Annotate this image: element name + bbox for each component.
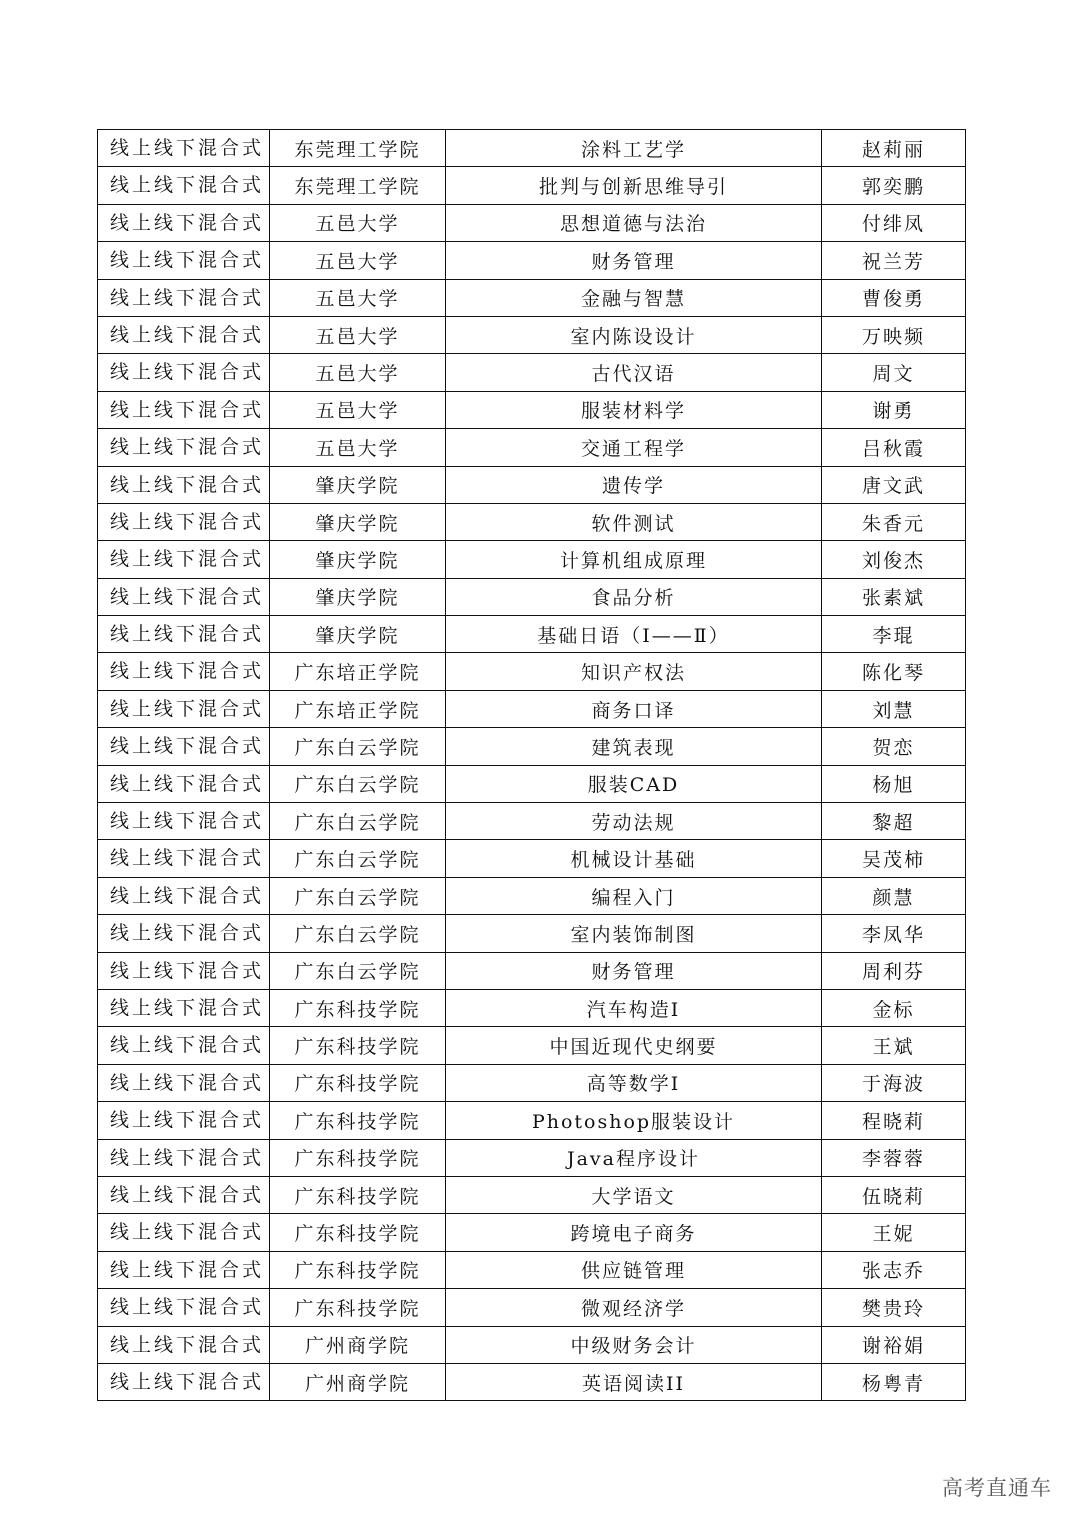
teaching-mode-cell: 线上线下混合式 (98, 279, 270, 316)
school-cell: 广东科技学院 (270, 989, 446, 1026)
teacher-cell: 唐文武 (822, 466, 966, 503)
school-cell: 肇庆学院 (270, 578, 446, 615)
teaching-mode-cell: 线上线下混合式 (98, 765, 270, 802)
teacher-cell: 吴茂柿 (822, 840, 966, 877)
teaching-mode-cell: 线上线下混合式 (98, 354, 270, 391)
teacher-cell: 张素斌 (822, 578, 966, 615)
table-row (98, 1102, 966, 1139)
course-table (97, 129, 966, 1401)
school-cell: 广东科技学院 (270, 1176, 446, 1213)
teaching-mode-cell: 线上线下混合式 (98, 429, 270, 466)
school-cell: 广东白云学院 (270, 803, 446, 840)
course-name-cell: 基础日语（Ⅰ——Ⅱ） (446, 616, 822, 653)
course-name-cell: 编程入门 (446, 877, 822, 914)
table-row (98, 1326, 966, 1363)
course-name-cell: 大学语文 (446, 1176, 822, 1213)
teacher-cell: 李琨 (822, 616, 966, 653)
school-cell: 广东科技学院 (270, 1289, 446, 1326)
school-cell: 五邑大学 (270, 354, 446, 391)
table-row (98, 316, 966, 353)
teacher-cell: 颜慧 (822, 877, 966, 914)
course-name-cell: Photoshop服装设计 (446, 1102, 822, 1139)
teaching-mode-cell: 线上线下混合式 (98, 503, 270, 540)
school-cell: 五邑大学 (270, 391, 446, 428)
table-row (98, 1064, 966, 1101)
school-cell: 广东科技学院 (270, 1027, 446, 1064)
course-name-cell: 汽车构造Ⅰ (446, 989, 822, 1026)
table-row (98, 803, 966, 840)
course-name-cell: 建筑表现 (446, 728, 822, 765)
teaching-mode-cell: 线上线下混合式 (98, 242, 270, 279)
teacher-cell: 谢勇 (822, 391, 966, 428)
course-name-cell: 室内装饰制图 (446, 915, 822, 952)
teaching-mode-cell: 线上线下混合式 (98, 952, 270, 989)
course-name-cell: 财务管理 (446, 242, 822, 279)
teacher-cell: 陈化琴 (822, 653, 966, 690)
school-cell: 广州商学院 (270, 1363, 446, 1400)
school-cell: 广东白云学院 (270, 915, 446, 952)
teacher-cell: 谢裕娟 (822, 1326, 966, 1363)
school-cell: 广东白云学院 (270, 877, 446, 914)
teaching-mode-cell: 线上线下混合式 (98, 578, 270, 615)
table-row (98, 653, 966, 690)
course-name-cell: 跨境电子商务 (446, 1214, 822, 1251)
course-name-cell: 软件测试 (446, 503, 822, 540)
table-row (98, 541, 966, 578)
teaching-mode-cell: 线上线下混合式 (98, 541, 270, 578)
school-cell: 五邑大学 (270, 429, 446, 466)
course-name-cell: 服装CAD (446, 765, 822, 802)
teacher-cell: 李凤华 (822, 915, 966, 952)
teaching-mode-cell: 线上线下混合式 (98, 1363, 270, 1400)
table-row (98, 765, 966, 802)
table-row (98, 354, 966, 391)
course-name-cell: 室内陈设设计 (446, 316, 822, 353)
teacher-cell: 曹俊勇 (822, 279, 966, 316)
teaching-mode-cell: 线上线下混合式 (98, 204, 270, 241)
course-name-cell: 机械设计基础 (446, 840, 822, 877)
table-row (98, 1214, 966, 1251)
teacher-cell: 王斌 (822, 1027, 966, 1064)
teacher-cell: 吕秋霞 (822, 429, 966, 466)
course-name-cell: 财务管理 (446, 952, 822, 989)
table-row (98, 167, 966, 204)
school-cell: 东莞理工学院 (270, 130, 446, 167)
school-cell: 广东科技学院 (270, 1064, 446, 1101)
table-row (98, 989, 966, 1026)
school-cell: 肇庆学院 (270, 503, 446, 540)
course-name-cell: 英语阅读II (446, 1363, 822, 1400)
course-name-cell: 劳动法规 (446, 803, 822, 840)
table-row (98, 466, 966, 503)
table-row (98, 728, 966, 765)
course-name-cell: 中国近现代史纲要 (446, 1027, 822, 1064)
table-row (98, 1176, 966, 1213)
teaching-mode-cell: 线上线下混合式 (98, 1214, 270, 1251)
teacher-cell: 付绯凤 (822, 204, 966, 241)
table-row (98, 1363, 966, 1400)
teaching-mode-cell: 线上线下混合式 (98, 316, 270, 353)
teaching-mode-cell: 线上线下混合式 (98, 1139, 270, 1176)
teaching-mode-cell: 线上线下混合式 (98, 1251, 270, 1288)
table-row (98, 877, 966, 914)
teacher-cell: 金标 (822, 989, 966, 1026)
school-cell: 广东科技学院 (270, 1214, 446, 1251)
teacher-cell: 刘俊杰 (822, 541, 966, 578)
teacher-cell: 王妮 (822, 1214, 966, 1251)
table-row (98, 391, 966, 428)
teaching-mode-cell: 线上线下混合式 (98, 616, 270, 653)
teacher-cell: 赵莉丽 (822, 130, 966, 167)
table-row (98, 130, 966, 167)
table-row (98, 204, 966, 241)
school-cell: 广东白云学院 (270, 765, 446, 802)
teaching-mode-cell: 线上线下混合式 (98, 803, 270, 840)
school-cell: 广东科技学院 (270, 1102, 446, 1139)
teaching-mode-cell: 线上线下混合式 (98, 915, 270, 952)
teacher-cell: 周利芬 (822, 952, 966, 989)
table-row (98, 1251, 966, 1288)
teacher-cell: 黎超 (822, 803, 966, 840)
teacher-cell: 伍晓莉 (822, 1176, 966, 1213)
course-name-cell: 涂料工艺学 (446, 130, 822, 167)
course-name-cell: 知识产权法 (446, 653, 822, 690)
teaching-mode-cell: 线上线下混合式 (98, 1289, 270, 1326)
watermark-text: 高考直通车 (942, 1476, 1052, 1500)
table-row (98, 915, 966, 952)
teaching-mode-cell: 线上线下混合式 (98, 989, 270, 1026)
course-name-cell: 思想道德与法治 (446, 204, 822, 241)
course-name-cell: 商务口译 (446, 690, 822, 727)
course-name-cell: 古代汉语 (446, 354, 822, 391)
school-cell: 五邑大学 (270, 316, 446, 353)
course-name-cell: 服装材料学 (446, 391, 822, 428)
teacher-cell: 张志乔 (822, 1251, 966, 1288)
teaching-mode-cell: 线上线下混合式 (98, 391, 270, 428)
school-cell: 肇庆学院 (270, 466, 446, 503)
teacher-cell: 刘慧 (822, 690, 966, 727)
course-name-cell: 批判与创新思维导引 (446, 167, 822, 204)
course-name-cell: Java程序设计 (446, 1139, 822, 1176)
table-row (98, 690, 966, 727)
teaching-mode-cell: 线上线下混合式 (98, 130, 270, 167)
teaching-mode-cell: 线上线下混合式 (98, 1326, 270, 1363)
school-cell: 广东科技学院 (270, 1251, 446, 1288)
school-cell: 广东培正学院 (270, 690, 446, 727)
course-name-cell: 供应链管理 (446, 1251, 822, 1288)
course-name-cell: 微观经济学 (446, 1289, 822, 1326)
teaching-mode-cell: 线上线下混合式 (98, 1027, 270, 1064)
teaching-mode-cell: 线上线下混合式 (98, 728, 270, 765)
teaching-mode-cell: 线上线下混合式 (98, 653, 270, 690)
table-row (98, 279, 966, 316)
school-cell: 肇庆学院 (270, 616, 446, 653)
table-row (98, 503, 966, 540)
school-cell: 广州商学院 (270, 1326, 446, 1363)
teacher-cell: 朱香元 (822, 503, 966, 540)
school-cell: 广东培正学院 (270, 653, 446, 690)
table-row (98, 952, 966, 989)
table-row (98, 840, 966, 877)
teaching-mode-cell: 线上线下混合式 (98, 877, 270, 914)
table-row (98, 1027, 966, 1064)
school-cell: 广东白云学院 (270, 728, 446, 765)
school-cell: 五邑大学 (270, 242, 446, 279)
school-cell: 广东白云学院 (270, 952, 446, 989)
teaching-mode-cell: 线上线下混合式 (98, 466, 270, 503)
teacher-cell: 郭奕鹏 (822, 167, 966, 204)
course-name-cell: 交通工程学 (446, 429, 822, 466)
school-cell: 五邑大学 (270, 279, 446, 316)
teacher-cell: 贺恋 (822, 728, 966, 765)
teacher-cell: 樊贵玲 (822, 1289, 966, 1326)
teacher-cell: 李蓉蓉 (822, 1139, 966, 1176)
teacher-cell: 祝兰芳 (822, 242, 966, 279)
teaching-mode-cell: 线上线下混合式 (98, 167, 270, 204)
table-row (98, 429, 966, 466)
teacher-cell: 杨旭 (822, 765, 966, 802)
course-table-body (98, 130, 966, 1401)
teaching-mode-cell: 线上线下混合式 (98, 1064, 270, 1101)
course-name-cell: 高等数学Ⅰ (446, 1064, 822, 1101)
teacher-cell: 杨粤青 (822, 1363, 966, 1400)
school-cell: 肇庆学院 (270, 541, 446, 578)
table-row (98, 1139, 966, 1176)
teacher-cell: 程晓莉 (822, 1102, 966, 1139)
course-name-cell: 计算机组成原理 (446, 541, 822, 578)
school-cell: 东莞理工学院 (270, 167, 446, 204)
teaching-mode-cell: 线上线下混合式 (98, 690, 270, 727)
school-cell: 五邑大学 (270, 204, 446, 241)
teaching-mode-cell: 线上线下混合式 (98, 1176, 270, 1213)
course-name-cell: 中级财务会计 (446, 1326, 822, 1363)
table-row (98, 616, 966, 653)
course-name-cell: 遗传学 (446, 466, 822, 503)
teacher-cell: 万映频 (822, 316, 966, 353)
table-row (98, 578, 966, 615)
table-row (98, 242, 966, 279)
teacher-cell: 周文 (822, 354, 966, 391)
table-row (98, 1289, 966, 1326)
course-name-cell: 食品分析 (446, 578, 822, 615)
teaching-mode-cell: 线上线下混合式 (98, 840, 270, 877)
teaching-mode-cell: 线上线下混合式 (98, 1102, 270, 1139)
course-name-cell: 金融与智慧 (446, 279, 822, 316)
teacher-cell: 于海波 (822, 1064, 966, 1101)
school-cell: 广东白云学院 (270, 840, 446, 877)
school-cell: 广东科技学院 (270, 1139, 446, 1176)
